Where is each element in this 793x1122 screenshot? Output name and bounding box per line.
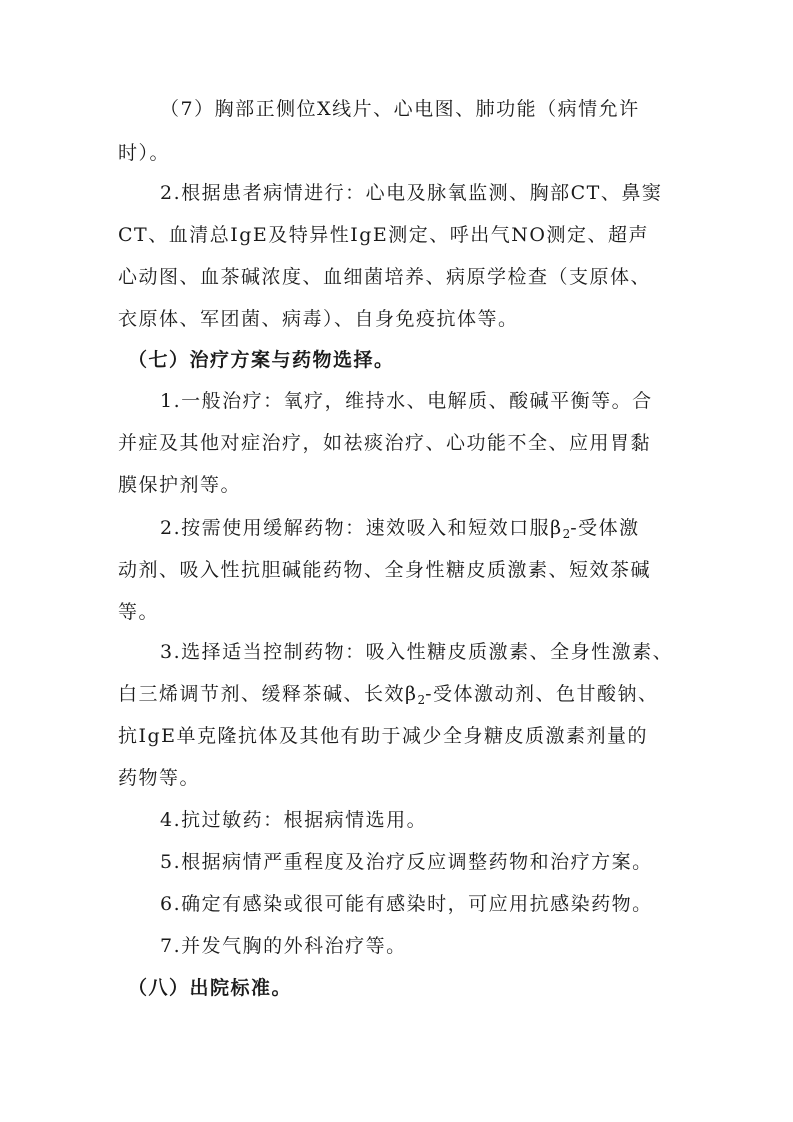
text-segment: 白三烯调节剂、缓释茶碱、长效β xyxy=(118,683,418,705)
text-line: CT、血清总IgE及特异性IgE测定、呼出气NO测定、超声 xyxy=(118,224,649,246)
section-heading: （七）治疗方案与药物选择。 xyxy=(128,349,395,371)
text-line: 等。 xyxy=(118,601,160,623)
text-line: 动剂、吸入性抗胆碱能药物、全身性糖皮质激素、短效茶碱 xyxy=(118,559,652,581)
subscript: 2 xyxy=(562,527,571,541)
text-line: 膜保护剂等。 xyxy=(118,474,242,496)
text-line: 1.一般治疗：氧疗，维持水、电解质、酸碱平衡等。合 xyxy=(160,390,653,412)
subscript: 2 xyxy=(417,693,426,707)
text-line: 4.抗过敏药：根据病情选用。 xyxy=(160,809,428,831)
text-line: 衣原体、军团菌、病毒）、自身免疫抗体等。 xyxy=(118,308,519,330)
text-line: 并症及其他对症治疗，如祛痰治疗、心功能不全、应用胃黏 xyxy=(118,432,652,454)
text-line: 抗IgE单克隆抗体及其他有助于减少全身糖皮质激素剂量的 xyxy=(118,725,649,747)
text-segment: -受体激动剂、色甘酸钠、 xyxy=(425,683,659,705)
text-line: 7.并发气胸的外科治疗等。 xyxy=(160,935,407,957)
text-line: 2.根据患者病情进行：心电及脉氧监测、胸部CT、鼻窦 xyxy=(160,182,663,204)
text-line xyxy=(160,516,640,546)
text-line: 3.选择适当控制药物：吸入性糖皮质激素、全身性激素、 xyxy=(160,641,674,663)
text-line: （7）胸部正侧位X线片、心电图、肺功能（病情允许 xyxy=(160,98,640,120)
section-heading: （八）出院标准。 xyxy=(128,977,293,999)
text-line xyxy=(118,682,659,712)
text-segment: -受体激 xyxy=(570,517,640,539)
text-line: 心动图、血茶碱浓度、血细菌培养、病原学检查（支原体、 xyxy=(118,266,652,288)
text-line: 6.确定有感染或很可能有感染时，可应用抗感染药物。 xyxy=(160,893,653,915)
text-line: 药物等。 xyxy=(118,767,201,789)
text-line: 5.根据病情严重程度及治疗反应调整药物和治疗方案。 xyxy=(160,851,653,873)
text-line: 时）。 xyxy=(118,142,171,164)
text-segment: 2.按需使用缓解药物：速效吸入和短效口服β xyxy=(160,517,563,539)
